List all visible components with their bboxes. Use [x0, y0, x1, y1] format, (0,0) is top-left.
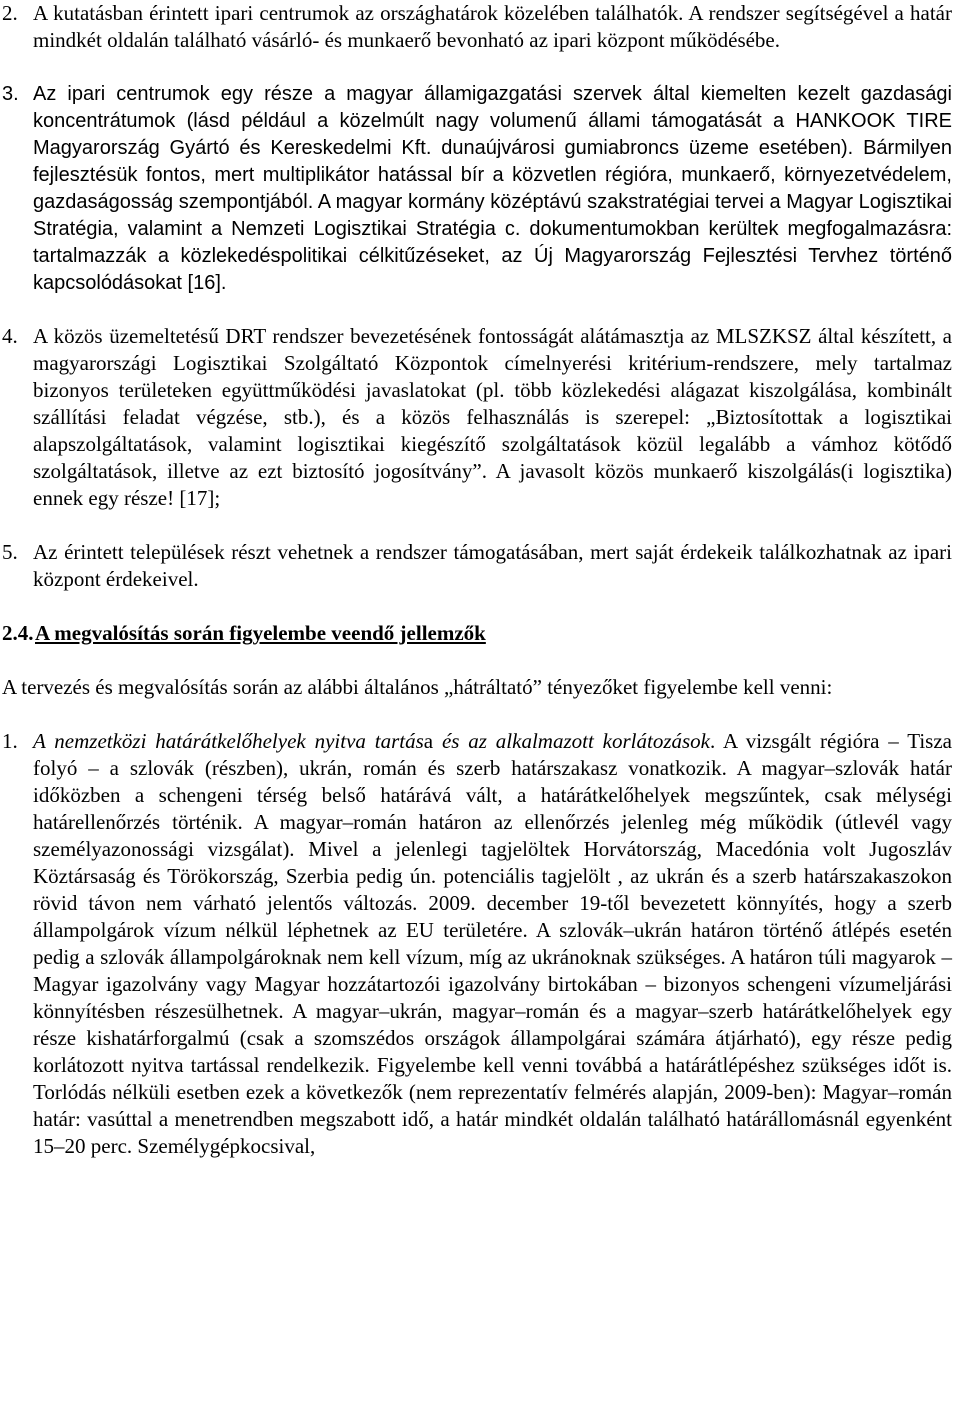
list-item-text: A kutatásban érintett ipari centrumok az országhatárok közelében találhatók. A rendszer segítségével a határ mindkét oldalán található vásárló- és munkaerő bevonható az ipari központ működésébe. [33, 1, 952, 52]
list-item-5 [2, 539, 952, 593]
section-heading [2, 620, 952, 647]
factor-body-text: . A vizsgált régióra – Tisza folyó – a szlovák (részben), ukrán, román és szerb határszakasz vonatkozik. A magyar–szlovák határ időközben a schengeni térség belső határává vált, a határátkelőhelyek megszűntek, csak mélységi határellenőrzés történik. A magyar–román határon az ellenőrzés jelenleg még működik (útlevél vagy személyazonossági vizsgálat). Mivel a jelenlegi tagjelöltek Horvátország, Macedónia volt Jugoszláv Köztársaság és Törökország, Szerbia pedig ún. potenciális tagjelölt , az ukrán és a szerb határszakaszokon rövid távon nem várható jelentős változás. 2009. december 19-től bevezetett könnyítés, hogy a szerb állampolgárok vízum nélkül léphetnek az EU területére. A szlovák–ukrán határon történő átlépés esetén pedig a szlovák állampolgároknak nem kell vízum, míg az ukránoknak szükséges. A határon túli magyarok – Magyar igazolvány vagy Magyar hozzátartozói igazolvány birtokában – bizonyos schengeni vízumeljárási könnyítésben részesülhetnek. A magyar–ukrán, magyar–román és a magyar–szerb határátkelőhelyek egy része kishatárforgalmú (csak a szomszédos országok állampolgárai számára átjárható), egy része pedig korlátozott nyitva tartással rendelkezik. Figyelembe kell venni továbbá a határátlépéshez szükséges időt is. Torlódás nélküli esetben ezek a következők (nem reprezentatív felmérés alapján, 2009-ben): Magyar–román határ: vasúttal a menetrendben megszabott idő, a határ mindkét oldalán található határállomásnál egyenként 15–20 perc. Személygépkocsival, [33, 729, 952, 1158]
intro-paragraph: A tervezés és megvalósítás során az alábbi általános „hátráltató” tényezőket figyelembe kell venni: [2, 675, 833, 699]
list-item-4 [2, 323, 952, 512]
factor-title-plain-letter: a [423, 729, 434, 753]
list-number: 2. [2, 1, 18, 25]
list-number: 4. [2, 324, 18, 348]
list-item-text: Az érintett települések részt vehetnek a rendszer támogatásában, mert saját érdekeik találkozhatnak az ipari központ érdekeivel. [33, 540, 952, 591]
list-item-text: Az ipari centrumok egy része a magyar államigazgatási szervek által kiemelten kezelt gazdasági koncentrátumok (lásd például a közelmúlt nagy volumenű állami támogatását a HANKOOK TIRE Magyarország Gyártó és Kereskedelmi Kft. dunaújvárosi gumiabroncs üzeme esetében). Bármilyen fejlesztésük fontos, mert multiplikátor hatással bír a közvetlen régióra, munkaerő, környezetvédelem, gazdaságosság szempontjából. A magyar kormány középtávú szakstratégiai tervei a Magyar Logisztikai Stratégia, valamint a Nemzeti Logisztikai Stratégia c. dokumentumokban kerültek megfogalmazásra: tartalmazzák a közlekedéspolitikai célkitűzéseket, az Új Magyarország Fejlesztési Tervhez történő kapcsolódásokat [16]. [33, 83, 952, 294]
list-number: 5. [2, 540, 18, 564]
factor-item-1 [2, 728, 952, 1160]
list-number: 1. [2, 729, 18, 753]
factor-title-part-2: és az alkalmazott korlátozások [433, 729, 710, 753]
list-number: 3. [2, 83, 19, 105]
list-item-3 [2, 81, 952, 297]
factor-title-part-1: A nemzetközi határátkelőhelyek nyitva tartás [33, 729, 424, 753]
section-number: 2.4. [2, 621, 34, 645]
list-item-text: A közös üzemeltetésű DRT rendszer bevezetésének fontosságát alátámasztja az MLSZKSZ által készített, a magyarországi Logisztikai Szolgáltató Központok címelnyerési kritérium-rendszere, mely tartalmaz bizonyos területeken együttműködési javaslatokat (pl. több közlekedési alágazat kiszolgálása, kombinált szállítási feladat végzése, stb.), és a közös felhasználás is szerepel: „Biztosítottak a logisztikai alapszolgáltatások, valamint logisztikai kiegészítő szolgáltatások közül legalább a vámhoz kötődő szolgáltatások, illetve az ezt biztosító jogosítvány”. A javasolt közös munkaerő kiszolgálás(i logisztika) ennek egy része! [17]; [33, 324, 952, 510]
list-item-2 [2, 0, 952, 54]
section-title: A megvalósítás során figyelembe veendő jellemzők [35, 621, 486, 645]
